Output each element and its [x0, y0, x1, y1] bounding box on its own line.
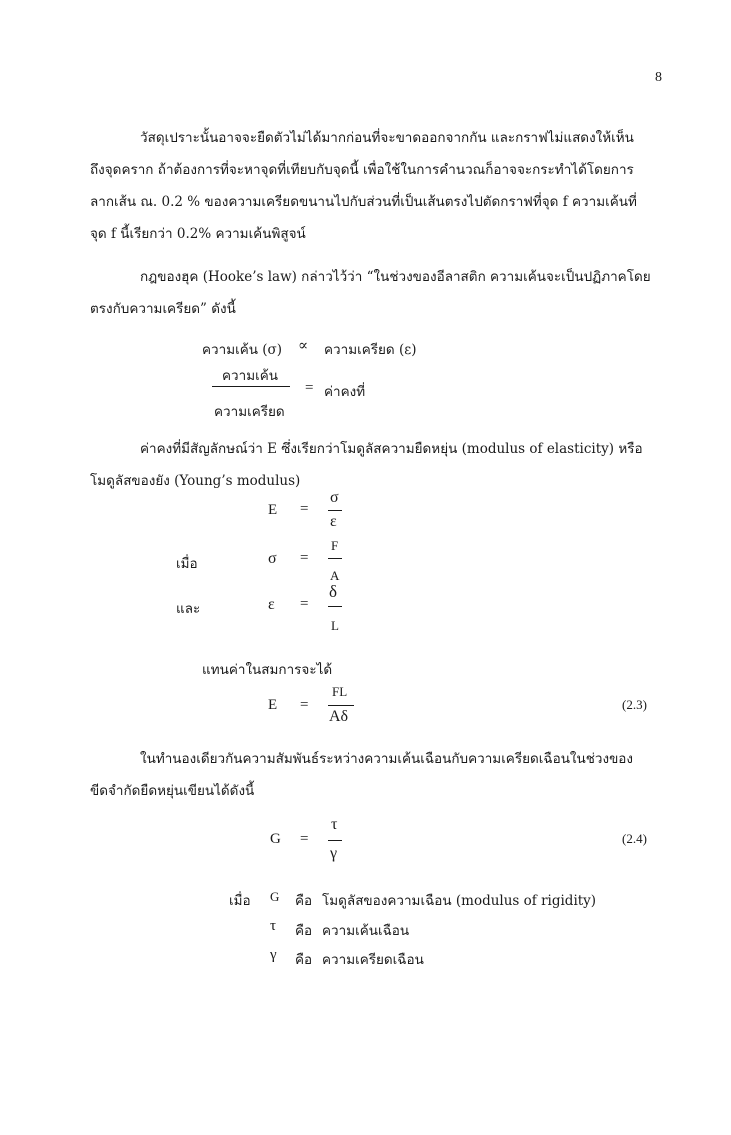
text-line: ในทำนองเดียวกันความสัมพันธ์ระหว่างความเค้นเฉือนกับความเครียดเฉือนในช่วงของ [140, 751, 634, 767]
and-label: และ [176, 601, 201, 617]
text-line: จุด f นี้เรียกว่า 0.2% ความเค้นพิสูจน์ [90, 226, 306, 242]
text-line: ขีดจำกัดยืดหยุ่นเขียนได้ดังนี้ [90, 783, 255, 799]
equals-sign: = [300, 550, 309, 566]
equation-lhs: ε [268, 596, 275, 613]
fraction-numerator: F [331, 538, 339, 553]
substitute-text: แทนค่าในสมการจะได้ [202, 662, 333, 678]
equation-lhs: σ [268, 550, 277, 567]
equals-sign: = [305, 380, 314, 396]
equation-number: (2.4) [622, 831, 647, 846]
equals-sign: = [300, 501, 309, 517]
fraction-denominator: A [330, 568, 340, 583]
text-line: ถึงจุดคราก ถ้าต้องการที่จะหาจุดที่เทียบกับจุดนี้ เพื่อใช้ในการคำนวณก็อาจจะกระทำได้โดยการ [90, 162, 634, 178]
fraction-denominator: Aδ [329, 708, 349, 725]
fraction-numerator: τ [331, 816, 338, 833]
equals-sign: = [300, 697, 309, 713]
ratio-result: ค่าคงที่ [324, 384, 366, 400]
proportion-right: ความเครียด (ε) [324, 342, 417, 358]
definition-description: โมดูลัสของความเฉือน (modulus of rigidity) [322, 893, 597, 909]
text-line: โมดูลัสของยัง (Young’s modulus) [90, 473, 301, 489]
proportion-left: ความเค้น (σ) [202, 342, 283, 358]
page-number: 8 [655, 70, 662, 85]
definition-symbol: G [270, 889, 280, 904]
fraction-bar [328, 606, 342, 607]
definition-word: คือ [295, 952, 313, 968]
fraction-denominator: L [331, 618, 339, 633]
fraction-bar [328, 510, 342, 511]
fraction-bar [328, 705, 354, 706]
text-line: ค่าคงที่มีสัญลักษณ์ว่า E ซึ่งเรียกว่าโมดูลัสความยืดหยุ่น (modulus of elasticity) หรือ [140, 441, 643, 457]
text-line: ตรงกับความเครียด” ดังนี้ [90, 301, 236, 317]
equation-lhs: G [270, 831, 281, 847]
fraction-numerator: δ [329, 582, 338, 601]
when-label: เมื่อ [229, 893, 251, 909]
definition-description: ความเค้นเฉือน [322, 923, 410, 939]
definition-word: คือ [295, 893, 313, 909]
fraction-numerator: σ [330, 489, 339, 506]
definition-symbol: τ [270, 918, 277, 934]
equals-sign: = [300, 596, 309, 612]
fraction-bar [212, 386, 290, 387]
ratio-denominator: ความเครียด [214, 404, 285, 420]
definition-word: คือ [295, 923, 313, 939]
ratio-numerator: ความเค้น [222, 368, 278, 384]
equation-lhs: E [268, 697, 278, 713]
equals-sign: = [300, 831, 309, 847]
equation-lhs: E [268, 502, 278, 518]
fraction-bar [328, 840, 342, 841]
fraction-denominator: γ [330, 845, 338, 862]
fraction-denominator: ε [330, 513, 337, 530]
when-label: เมื่อ [176, 556, 198, 572]
text-line: วัสดุเปราะนั้นอาจจะยืดตัวไม่ได้มากก่อนที่จะขาดออกจากกัน และกราฟไม่แสดงให้เห็น [140, 130, 634, 146]
equation-number: (2.3) [622, 697, 647, 712]
fraction-numerator: FL [332, 684, 348, 699]
definition-symbol: γ [270, 947, 277, 963]
text-line: กฎของฮุค (Hooke’s law) กล่าวไว้ว่า “ในช่วงของอีลาสติก ความเค้นจะเป็นปฏิภาคโดย [140, 269, 651, 285]
proportional-symbol: ∝ [298, 338, 309, 354]
fraction-bar [328, 558, 342, 559]
text-line: ลากเส้น ณ. 0.2 % ของความเครียดขนานไปกับส่วนที่เป็นเส้นตรงไปตัดกราฟที่จุด f ความเค้นที่ [90, 194, 637, 210]
definition-description: ความเครียดเฉือน [322, 952, 424, 968]
